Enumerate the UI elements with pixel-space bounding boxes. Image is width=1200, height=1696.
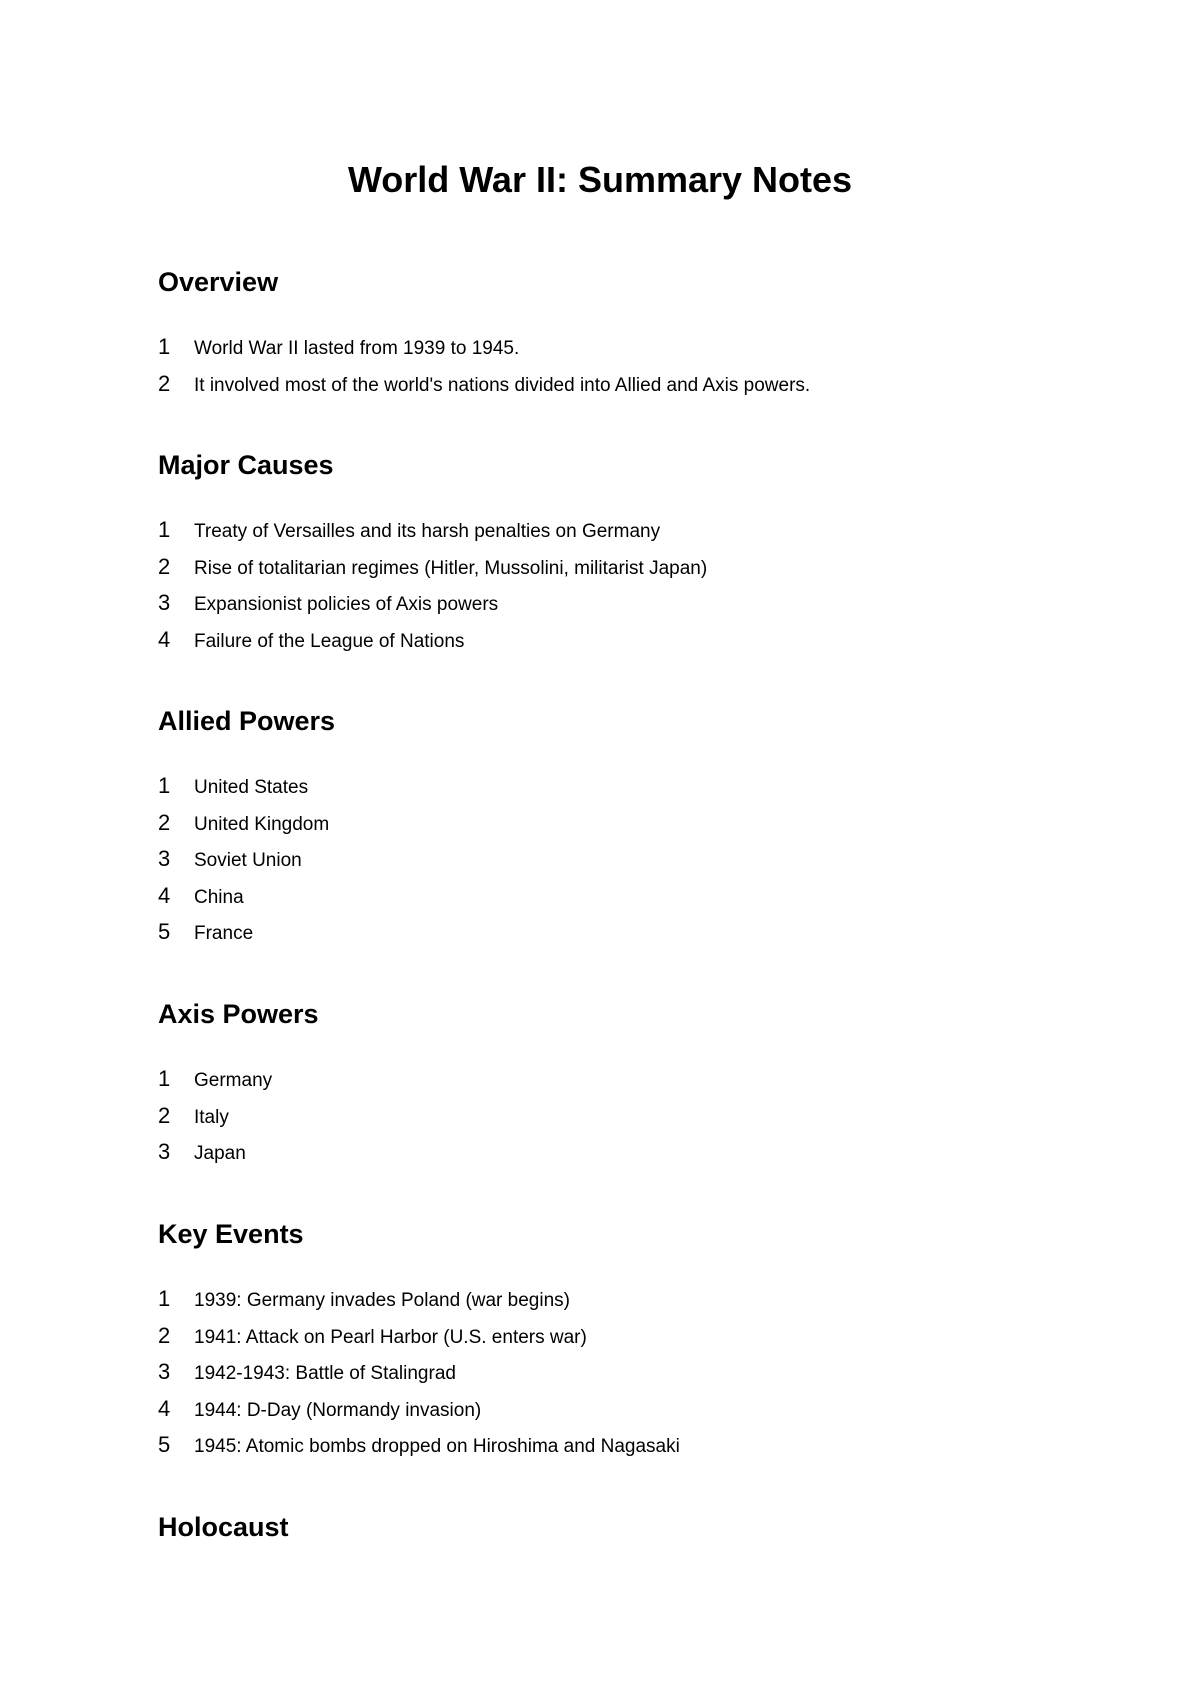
item-text: Italy xyxy=(194,1106,229,1128)
item-text: United States xyxy=(194,777,309,798)
numbered-list xyxy=(158,768,1118,951)
item-text: United Kingdom xyxy=(194,813,330,835)
section-heading: Major Causes xyxy=(158,450,334,480)
numbered-list xyxy=(158,1281,1118,1464)
list-item xyxy=(158,1061,1118,1098)
list-item xyxy=(158,1427,1118,1464)
item-number: 5 xyxy=(158,919,171,944)
item-number: 1 xyxy=(158,773,171,798)
section-heading: Overview xyxy=(158,267,279,297)
list-item xyxy=(158,366,1118,403)
item-text: Soviet Union xyxy=(194,850,302,871)
item-text: 1945: Atomic bombs dropped on Hiroshima and Nagasaki xyxy=(194,1436,680,1457)
list-item xyxy=(158,1281,1118,1318)
list-item xyxy=(158,585,1118,622)
item-text: World War II lasted from 1939 to 1945. xyxy=(194,338,520,359)
item-number: 3 xyxy=(158,1139,171,1164)
list-item xyxy=(158,878,1118,915)
section-allied-powers xyxy=(158,704,1118,951)
item-text: It involved most of the world's nations divided into Allied and Axis powers. xyxy=(194,374,811,396)
item-number: 2 xyxy=(158,553,171,579)
list-item xyxy=(158,1391,1118,1428)
section-holocaust xyxy=(158,1510,1118,1544)
section-heading: Axis Powers xyxy=(158,999,319,1029)
item-number: 2 xyxy=(158,809,171,835)
list-item xyxy=(158,914,1118,951)
item-text: China xyxy=(194,886,244,908)
item-text: 1944: D-Day (Normandy invasion) xyxy=(194,1399,482,1421)
item-number: 1 xyxy=(158,334,171,359)
item-number: 4 xyxy=(158,1395,171,1421)
item-text: France xyxy=(194,923,254,944)
list-item xyxy=(158,841,1118,878)
item-text: Germany xyxy=(194,1070,273,1091)
item-number: 1 xyxy=(158,1286,171,1311)
numbered-list xyxy=(158,1061,1118,1171)
document-title: World War II: Summary Notes xyxy=(347,159,853,200)
list-item xyxy=(158,805,1118,842)
section-heading: Key Events xyxy=(158,1219,304,1249)
item-number: 4 xyxy=(158,626,171,652)
item-number: 4 xyxy=(158,882,171,908)
item-text: 1939: Germany invades Poland (war begins) xyxy=(194,1290,570,1311)
item-number: 3 xyxy=(158,590,171,615)
section-heading: Allied Powers xyxy=(158,706,336,736)
section-heading: Holocaust xyxy=(158,1512,289,1542)
item-text: Treaty of Versailles and its harsh penalties on Germany xyxy=(194,521,661,542)
item-text: 1941: Attack on Pearl Harbor (U.S. enters war) xyxy=(194,1326,587,1348)
item-number: 5 xyxy=(158,1432,171,1457)
item-text: Failure of the League of Nations xyxy=(194,630,465,652)
section-overview xyxy=(158,265,1118,402)
numbered-list xyxy=(158,329,1118,402)
item-number: 2 xyxy=(158,370,171,396)
item-number: 2 xyxy=(158,1322,171,1348)
item-number: 1 xyxy=(158,517,171,542)
list-item xyxy=(158,549,1118,586)
list-item xyxy=(158,512,1118,549)
item-number: 3 xyxy=(158,846,171,871)
item-number: 3 xyxy=(158,1359,171,1384)
section-axis-powers xyxy=(158,997,1118,1171)
list-item xyxy=(158,329,1118,366)
list-item xyxy=(158,1098,1118,1135)
list-item xyxy=(158,768,1118,805)
item-text: Japan xyxy=(194,1143,246,1164)
item-text: Rise of totalitarian regimes (Hitler, Mussolini, militarist Japan) xyxy=(194,557,708,579)
numbered-list xyxy=(158,512,1118,658)
list-item xyxy=(158,1318,1118,1355)
item-text: 1942-1943: Battle of Stalingrad xyxy=(194,1363,456,1384)
section-key-events xyxy=(158,1217,1118,1464)
item-number: 2 xyxy=(158,1102,171,1128)
list-item xyxy=(158,622,1118,659)
section-major-causes xyxy=(158,448,1118,658)
list-item xyxy=(158,1134,1118,1171)
item-text: Expansionist policies of Axis powers xyxy=(194,594,499,615)
item-number: 1 xyxy=(158,1066,171,1091)
list-item xyxy=(158,1354,1118,1391)
